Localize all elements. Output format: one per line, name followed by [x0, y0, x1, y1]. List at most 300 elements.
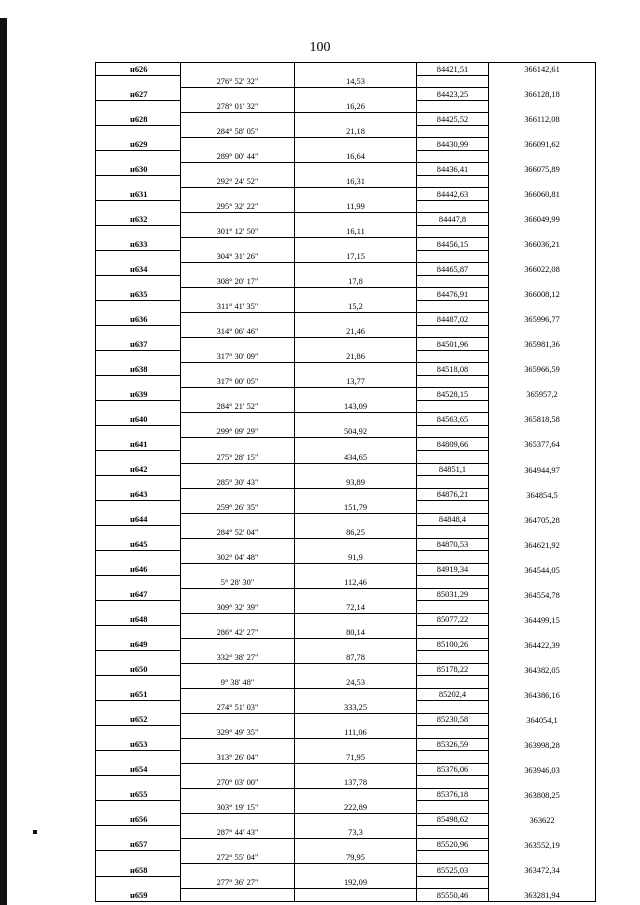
- empty-cell: [295, 113, 417, 126]
- empty-cell: [417, 150, 489, 163]
- empty-cell: [417, 601, 489, 614]
- table-row: [96, 864, 596, 877]
- x-coordinate: 84870,53: [417, 538, 489, 551]
- y-coordinate: 363808,25: [489, 788, 596, 801]
- direction-angle: 289° 00' 44": [181, 150, 295, 163]
- y-coordinate: 364554,78: [489, 588, 596, 601]
- point-id: н641: [96, 438, 181, 451]
- segment-length: 14,53: [295, 75, 417, 88]
- empty-cell: [417, 375, 489, 388]
- empty-cell: [489, 801, 596, 814]
- x-coordinate: 85520,96: [417, 838, 489, 851]
- direction-angle: 314° 06' 46": [181, 325, 295, 338]
- empty-cell: [489, 375, 596, 388]
- segment-length: 24,53: [295, 676, 417, 689]
- table-row: [96, 563, 596, 576]
- point-id: н657: [96, 838, 181, 851]
- empty-cell: [96, 175, 181, 188]
- x-coordinate: 84563,65: [417, 413, 489, 426]
- direction-angle: 317° 30' 09": [181, 350, 295, 363]
- direction-angle: 313° 26' 04": [181, 751, 295, 764]
- x-coordinate: 85376,18: [417, 788, 489, 801]
- empty-cell: [489, 450, 596, 463]
- empty-cell: [295, 513, 417, 526]
- table-row: [96, 88, 596, 101]
- table-row: [96, 63, 596, 76]
- empty-cell: [295, 864, 417, 877]
- x-coordinate: 84851,1: [417, 463, 489, 476]
- empty-cell: [181, 613, 295, 626]
- empty-cell: [181, 713, 295, 726]
- empty-cell: [295, 688, 417, 701]
- empty-cell: [181, 288, 295, 301]
- x-coordinate: 85550,46: [417, 889, 489, 902]
- point-id: н655: [96, 788, 181, 801]
- point-id: н639: [96, 388, 181, 401]
- point-id: н630: [96, 163, 181, 176]
- direction-angle: 317° 00' 05": [181, 375, 295, 388]
- x-coordinate: 84501,96: [417, 338, 489, 351]
- empty-cell: [181, 788, 295, 801]
- x-coordinate: 84456,15: [417, 238, 489, 251]
- empty-cell: [181, 338, 295, 351]
- x-coordinate: 84421,51: [417, 63, 489, 76]
- point-id: н656: [96, 813, 181, 826]
- direction-angle: 302° 04' 48": [181, 551, 295, 564]
- empty-cell: [96, 425, 181, 438]
- empty-cell: [489, 300, 596, 313]
- empty-cell: [96, 501, 181, 514]
- point-id: н634: [96, 263, 181, 276]
- empty-cell: [489, 476, 596, 489]
- empty-cell: [417, 751, 489, 764]
- empty-cell: [417, 801, 489, 814]
- segment-length: 137,78: [295, 776, 417, 789]
- empty-cell: [181, 488, 295, 501]
- segment-row: [96, 501, 596, 514]
- empty-cell: [96, 801, 181, 814]
- segment-length: 111,06: [295, 726, 417, 739]
- empty-cell: [295, 663, 417, 676]
- direction-angle: 274° 51' 03": [181, 701, 295, 714]
- scan-mark: [33, 830, 37, 834]
- table-row: [96, 538, 596, 551]
- segment-length: 71,95: [295, 751, 417, 764]
- empty-cell: [295, 163, 417, 176]
- segment-length: 151,79: [295, 501, 417, 514]
- direction-angle: 303° 19' 15": [181, 801, 295, 814]
- segment-row: [96, 325, 596, 338]
- y-coordinate: 364422,39: [489, 638, 596, 651]
- segment-row: [96, 551, 596, 564]
- empty-cell: [96, 526, 181, 539]
- empty-cell: [181, 263, 295, 276]
- empty-cell: [181, 388, 295, 401]
- empty-cell: [295, 738, 417, 751]
- direction-angle: 332° 38' 27": [181, 651, 295, 664]
- segment-length: 222,89: [295, 801, 417, 814]
- segment-row: [96, 626, 596, 639]
- direction-angle: 304° 31' 26": [181, 250, 295, 263]
- empty-cell: [96, 275, 181, 288]
- segment-length: 21,18: [295, 125, 417, 138]
- x-coordinate: 84919,34: [417, 563, 489, 576]
- point-id: н652: [96, 713, 181, 726]
- empty-cell: [96, 250, 181, 263]
- empty-cell: [96, 851, 181, 864]
- point-id: н632: [96, 213, 181, 226]
- empty-cell: [489, 826, 596, 839]
- point-id: н628: [96, 113, 181, 126]
- segment-length: 13,77: [295, 375, 417, 388]
- segment-length: 93,89: [295, 476, 417, 489]
- table-row: [96, 388, 596, 401]
- empty-cell: [295, 838, 417, 851]
- x-coordinate: 85376,06: [417, 763, 489, 776]
- empty-cell: [181, 688, 295, 701]
- empty-cell: [489, 626, 596, 639]
- segment-row: [96, 450, 596, 463]
- segment-length: 21,46: [295, 325, 417, 338]
- y-coordinate: 365957,2: [489, 388, 596, 401]
- empty-cell: [489, 501, 596, 514]
- empty-cell: [96, 626, 181, 639]
- y-coordinate: 366142,61: [489, 63, 596, 76]
- empty-cell: [417, 551, 489, 564]
- direction-angle: 311° 41' 35": [181, 300, 295, 313]
- empty-cell: [96, 400, 181, 413]
- point-id: н650: [96, 663, 181, 676]
- empty-cell: [489, 601, 596, 614]
- empty-cell: [489, 851, 596, 864]
- empty-cell: [417, 200, 489, 213]
- table-row: [96, 213, 596, 226]
- empty-cell: [295, 63, 417, 76]
- empty-cell: [295, 238, 417, 251]
- segment-length: 16,31: [295, 175, 417, 188]
- direction-angle: 301° 12' 50": [181, 225, 295, 238]
- empty-cell: [181, 163, 295, 176]
- y-coordinate: 364944,97: [489, 463, 596, 476]
- empty-cell: [96, 125, 181, 138]
- x-coordinate: 85525,03: [417, 864, 489, 877]
- segment-row: [96, 526, 596, 539]
- empty-cell: [417, 350, 489, 363]
- empty-cell: [295, 288, 417, 301]
- empty-cell: [181, 663, 295, 676]
- empty-cell: [96, 350, 181, 363]
- direction-angle: 329° 49' 35": [181, 726, 295, 739]
- empty-cell: [417, 275, 489, 288]
- empty-cell: [417, 400, 489, 413]
- empty-cell: [295, 889, 417, 902]
- empty-cell: [96, 651, 181, 664]
- x-coordinate: 85100,26: [417, 638, 489, 651]
- empty-cell: [96, 726, 181, 739]
- direction-angle: 9° 38' 48": [181, 676, 295, 689]
- x-coordinate: 84430,99: [417, 138, 489, 151]
- y-coordinate: 363472,34: [489, 864, 596, 877]
- table-row: [96, 338, 596, 351]
- empty-cell: [181, 864, 295, 877]
- table-row: [96, 713, 596, 726]
- point-id: н647: [96, 588, 181, 601]
- point-id: н644: [96, 513, 181, 526]
- direction-angle: 309° 32' 39": [181, 601, 295, 614]
- y-coordinate: 366091,62: [489, 138, 596, 151]
- segment-row: [96, 100, 596, 113]
- point-id: н646: [96, 563, 181, 576]
- empty-cell: [295, 413, 417, 426]
- table-row: [96, 763, 596, 776]
- empty-cell: [489, 876, 596, 889]
- y-coordinate: 364499,15: [489, 613, 596, 626]
- y-coordinate: 365818,58: [489, 413, 596, 426]
- y-coordinate: 365377,64: [489, 438, 596, 451]
- empty-cell: [417, 576, 489, 589]
- point-id: н629: [96, 138, 181, 151]
- empty-cell: [489, 776, 596, 789]
- table-row: [96, 263, 596, 276]
- empty-cell: [417, 325, 489, 338]
- table-row: [96, 488, 596, 501]
- empty-cell: [295, 363, 417, 376]
- empty-cell: [295, 188, 417, 201]
- empty-cell: [181, 413, 295, 426]
- segment-row: [96, 350, 596, 363]
- segment-row: [96, 676, 596, 689]
- x-coordinate: 84487,02: [417, 313, 489, 326]
- y-coordinate: 366049,99: [489, 213, 596, 226]
- empty-cell: [181, 188, 295, 201]
- y-coordinate: 364386,16: [489, 688, 596, 701]
- segment-row: [96, 275, 596, 288]
- empty-cell: [181, 63, 295, 76]
- empty-cell: [295, 88, 417, 101]
- y-coordinate: 366128,18: [489, 88, 596, 101]
- coordinates-table: [95, 62, 596, 902]
- point-id: н637: [96, 338, 181, 351]
- empty-cell: [489, 100, 596, 113]
- direction-angle: 285° 30' 43": [181, 476, 295, 489]
- table-row: [96, 163, 596, 176]
- y-coordinate: 365966,59: [489, 363, 596, 376]
- empty-cell: [489, 676, 596, 689]
- table-row: [96, 288, 596, 301]
- empty-cell: [96, 225, 181, 238]
- empty-cell: [295, 263, 417, 276]
- point-id: н651: [96, 688, 181, 701]
- y-coordinate: 366008,12: [489, 288, 596, 301]
- binding-edge: [0, 18, 7, 905]
- segment-row: [96, 601, 596, 614]
- x-coordinate: 85498,62: [417, 813, 489, 826]
- table-row: [96, 413, 596, 426]
- empty-cell: [181, 588, 295, 601]
- x-coordinate: 85230,58: [417, 713, 489, 726]
- empty-cell: [417, 726, 489, 739]
- table-row: [96, 238, 596, 251]
- segment-row: [96, 225, 596, 238]
- empty-cell: [417, 425, 489, 438]
- table-row: [96, 113, 596, 126]
- y-coordinate: 364854,5: [489, 488, 596, 501]
- segment-length: 11,99: [295, 200, 417, 213]
- segment-row: [96, 375, 596, 388]
- empty-cell: [489, 751, 596, 764]
- empty-cell: [181, 538, 295, 551]
- direction-angle: 259° 26' 35": [181, 501, 295, 514]
- empty-cell: [489, 400, 596, 413]
- segment-length: 80,14: [295, 626, 417, 639]
- table-row: [96, 513, 596, 526]
- empty-cell: [181, 438, 295, 451]
- x-coordinate: 84447,8: [417, 213, 489, 226]
- segment-row: [96, 175, 596, 188]
- empty-cell: [96, 551, 181, 564]
- x-coordinate: 85031,29: [417, 588, 489, 601]
- table-row: [96, 688, 596, 701]
- empty-cell: [181, 813, 295, 826]
- x-coordinate: 84436,41: [417, 163, 489, 176]
- point-id: н642: [96, 463, 181, 476]
- segment-length: 15,2: [295, 300, 417, 313]
- empty-cell: [181, 138, 295, 151]
- y-coordinate: 365996,77: [489, 313, 596, 326]
- empty-cell: [489, 651, 596, 664]
- table-row: [96, 738, 596, 751]
- empty-cell: [489, 726, 596, 739]
- point-id: н633: [96, 238, 181, 251]
- segment-row: [96, 851, 596, 864]
- point-id: н631: [96, 188, 181, 201]
- empty-cell: [295, 213, 417, 226]
- empty-cell: [489, 75, 596, 88]
- x-coordinate: 85077,22: [417, 613, 489, 626]
- empty-cell: [489, 150, 596, 163]
- y-coordinate: 364382,05: [489, 663, 596, 676]
- empty-cell: [181, 889, 295, 902]
- page-number: 100: [309, 40, 331, 55]
- empty-cell: [96, 75, 181, 88]
- point-id: н638: [96, 363, 181, 376]
- empty-cell: [489, 425, 596, 438]
- empty-cell: [417, 776, 489, 789]
- empty-cell: [417, 250, 489, 263]
- empty-cell: [295, 588, 417, 601]
- empty-cell: [417, 476, 489, 489]
- segment-length: 79,95: [295, 851, 417, 864]
- empty-cell: [181, 513, 295, 526]
- empty-cell: [417, 851, 489, 864]
- segment-row: [96, 75, 596, 88]
- empty-cell: [417, 651, 489, 664]
- empty-cell: [295, 813, 417, 826]
- segment-length: 143,09: [295, 400, 417, 413]
- segment-length: 21,86: [295, 350, 417, 363]
- empty-cell: [96, 450, 181, 463]
- empty-cell: [417, 225, 489, 238]
- empty-cell: [96, 701, 181, 714]
- table-row: [96, 838, 596, 851]
- empty-cell: [295, 563, 417, 576]
- x-coordinate: 84528,15: [417, 388, 489, 401]
- segment-length: 72,14: [295, 601, 417, 614]
- empty-cell: [295, 388, 417, 401]
- empty-cell: [417, 100, 489, 113]
- empty-cell: [417, 701, 489, 714]
- empty-cell: [96, 751, 181, 764]
- point-id: н626: [96, 63, 181, 76]
- table-row: [96, 438, 596, 451]
- empty-cell: [295, 338, 417, 351]
- x-coordinate: 85178,22: [417, 663, 489, 676]
- empty-cell: [417, 125, 489, 138]
- y-coordinate: 363622: [489, 813, 596, 826]
- segment-row: [96, 576, 596, 589]
- empty-cell: [295, 138, 417, 151]
- empty-cell: [417, 450, 489, 463]
- segment-row: [96, 425, 596, 438]
- segment-row: [96, 801, 596, 814]
- y-coordinate: 364705,28: [489, 513, 596, 526]
- empty-cell: [181, 313, 295, 326]
- empty-cell: [96, 325, 181, 338]
- segment-row: [96, 751, 596, 764]
- y-coordinate: 363998,28: [489, 738, 596, 751]
- segment-length: 192,09: [295, 876, 417, 889]
- direction-angle: 292° 24' 52": [181, 175, 295, 188]
- segment-row: [96, 826, 596, 839]
- empty-cell: [489, 551, 596, 564]
- x-coordinate: 84518,08: [417, 363, 489, 376]
- empty-cell: [417, 626, 489, 639]
- empty-cell: [295, 438, 417, 451]
- y-coordinate: 366112,08: [489, 113, 596, 126]
- direction-angle: 308° 20' 17": [181, 275, 295, 288]
- point-id: н654: [96, 763, 181, 776]
- empty-cell: [295, 488, 417, 501]
- empty-cell: [295, 613, 417, 626]
- empty-cell: [181, 638, 295, 651]
- segment-row: [96, 400, 596, 413]
- x-coordinate: 85326,59: [417, 738, 489, 751]
- table-row: [96, 638, 596, 651]
- empty-cell: [489, 325, 596, 338]
- empty-cell: [181, 563, 295, 576]
- direction-angle: 295° 32' 22": [181, 200, 295, 213]
- y-coordinate: 363946,03: [489, 763, 596, 776]
- empty-cell: [181, 238, 295, 251]
- point-id: н653: [96, 738, 181, 751]
- x-coordinate: 85202,4: [417, 688, 489, 701]
- direction-angle: 270° 03' 00": [181, 776, 295, 789]
- x-coordinate: 84848,4: [417, 513, 489, 526]
- table-row: [96, 663, 596, 676]
- empty-cell: [489, 526, 596, 539]
- table-row: [96, 588, 596, 601]
- empty-cell: [417, 676, 489, 689]
- empty-cell: [96, 300, 181, 313]
- segment-length: 91,9: [295, 551, 417, 564]
- empty-cell: [96, 200, 181, 213]
- segment-length: 16,64: [295, 150, 417, 163]
- segment-length: 16,11: [295, 225, 417, 238]
- table-row: [96, 613, 596, 626]
- table-row: [96, 788, 596, 801]
- segment-length: 504,92: [295, 425, 417, 438]
- segment-row: [96, 876, 596, 889]
